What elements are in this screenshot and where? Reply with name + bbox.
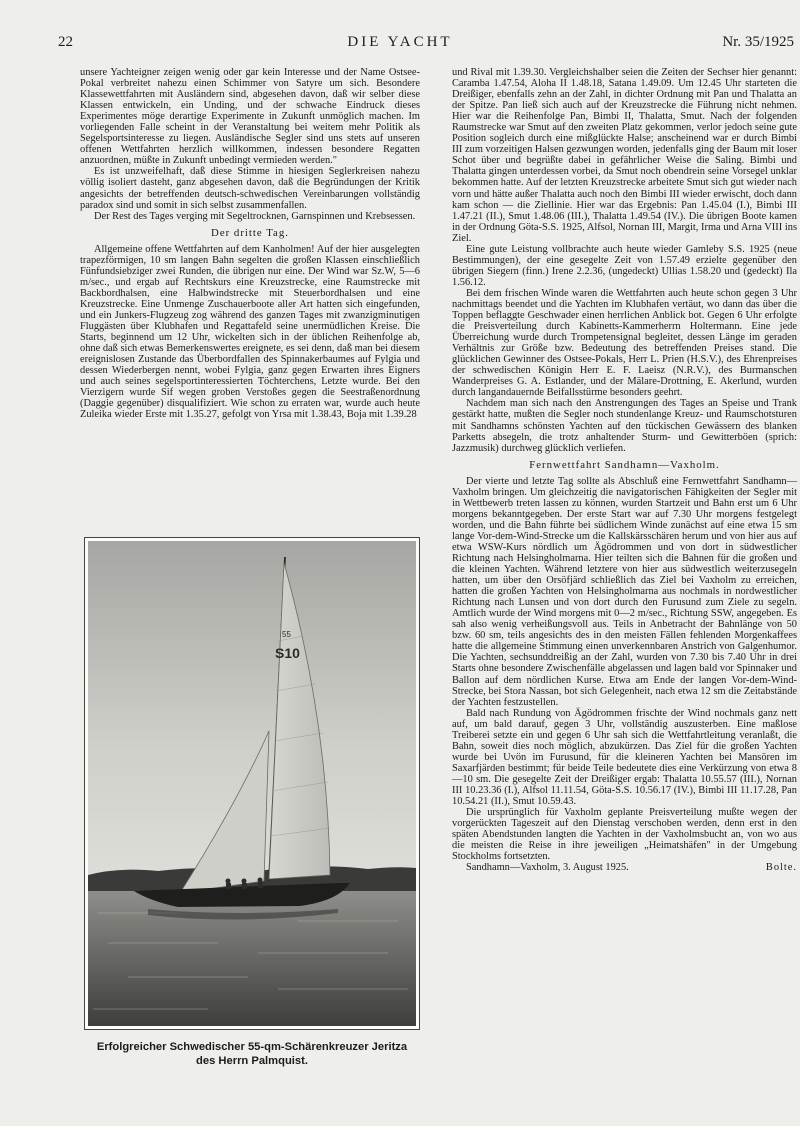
water (88, 891, 416, 1026)
issue-number: Nr. 35/1925 (722, 34, 794, 50)
photo-frame (84, 537, 420, 1030)
sailboat-photo (88, 541, 416, 1026)
paragraph: Bei dem frischen Winde waren die Wettfahrten auch heute schon gegen 3 Uhr nachmittags beendet und die Yachten im Klubhafen vertäut, wo dann das über die Toppen beflaggte Geschwader einen herrlichen Anblick bot. Gegen 6 Uhr erfolgte die Preisverteilung durch Kabinetts-Kammerherrn Holtermann. Eine jede Überreichung wurde durch Trompetensignal begleitet, dessen Länge im geraden Verhältnis zur Größe bzw. Bedeutung des betreffenden Preises stand. Die glücklichen Gewinner des Ostsee-Pokals, Herr L. Prien (H.S.V.), des Ehrenpreises der schwedischen Königin Herr E. F. Laeisz (N.R.V.), des Burmanschen Wanderpreises G. A. Estlander, und der Mälare-Drottning, E. Akerlund, wurden durch langandauernde Beifallsstürme besonders geehrt. (452, 287, 797, 399)
paragraph: Es ist unzweifelhaft, daß diese Stimme in hiesigen Seglerkreisen nahezu völlig isoliert dasteht, ganz abgesehen davon, daß die Begründungen der Kritik angesichts der betreffenden deutsch-schwedischen Vereinbarungen vollständig paradox sind und somit in sich selbst zusammenfallen. (80, 166, 420, 211)
sail-number: S10 (275, 645, 300, 661)
paragraph: Nachdem man sich nach den Anstrengungen des Tages an Speise und Trank gestärkt hatte, mußten die Segler noch stundenlange Kreuz- und Raumschotsturen mit Sandhamns schönsten Yachten auf den tückischen Gewässern des blanken Parketts absegeln, die trotz anhaltender Sturm- und Gewitterböen (sprich: Jazzmusik) durchweg glücklich verliefen. (452, 398, 797, 454)
caption-line: des Herrn Palmquist. (196, 1055, 308, 1067)
left-column (80, 67, 420, 420)
right-column (452, 67, 797, 873)
author-name: Bolte. (765, 862, 797, 874)
paragraph: Allgemeine offene Wettfahrten auf dem Kanholmen! Auf der hier ausgelegten trapezförmigen, 10 sm langen Bahn segelten die großen Klassen einschließlich Fünfundsiebziger zwei Runden, die übrigen nur eine. Der Wind war Sz.W, 5—6 m/sec., und ergab auf Rechtskurs eine Kreuzstrecke, eine Raumstrecke mit Backbordhalsen, eine Halbwindstrecke mit Steuerbordhalsen und eine Kreuzstrecke. Eine Unmenge Zuschauerboote aller Art hatten sich eingefunden, und ein Junkers-Flugzeug zog während des ganzen Tages mit zwanzigminutigen Fluggästen über Klubhafen und Regattafeld seine unermüdlichen Kreise. Die Starts, beginnend um 12 Uhr, wickelten sich in der üblichen Reihenfolge ab, ohne daß sich etwas Bemerkenswertes ereignete, es sei denn, daß man bei diesem ereignislosen Zustande das Überbordfallen des Spinnakerbaumes auf Fylgia und dessen Wiederbergen nennt, wobei Fylgia, ganz gegen Erwarten ihres Eigners und auch seines segelsportinteressierten Töchterchens, Letzte wurde. Bei den Vierzigern wurde Sif wegen groben Verstoßes gegen die Seestraßenordnung (Daggie gegenüber) disqualifiziert. Wie schon zu erraten war, wurde auch heute Zuleika wieder Erste mit 1.35.27, gefolgt von Yrsa mit 1.38.43, Boja mit 1.39.28 (80, 243, 420, 421)
magazine-title: DIE YACHT (347, 34, 453, 50)
paragraph: unsere Yachteigner zeigen wenig oder gar kein Interesse und der Name Ostsee-Pokal verbreitet nahezu einen Schimmer von Satyre um sich. Besondere Klassewettfahrten mit Ausländern sind, abgesehen davon, daß wir selber diese Klassen entwickeln, ein Unding, und der schwache Eindruck dieses Experimentes möge derartige Experimente in Zukunft unmöglich machen. Im vorliegenden Falle scheint in der Veranstaltung bei weitem mehr Politik als Segelsportsinteresse zu liegen. Ausländische Segler sind uns stets auf unseren offenen Wettfahrten herzlich willkommen, indessen besondere Regatten anzuordnen, müßte in Zukunft unbedingt vermieden werden." (80, 67, 420, 167)
page-header (0, 34, 800, 56)
paragraph: Der vierte und letzte Tag sollte als Abschluß eine Fernwettfahrt Sandhamn—Vaxholm bringen. Um gleichzeitig die navigatorischen Fähigkeiten der Segler mit in Wettbewerb treten lassen zu können, wurden Startzeit und Bahn erst um 6 Uhr morgens bekanntgegeben. Der erste Start war auf 7.30 Uhr morgens festgelegt worden, und die Bahn führte bei südlichem Winde zunächst auf eine etwa 15 sm lange Vor-dem-Wind-Strecke um die Kallskärsschären herum und von hier aus auf etwa WSW-Kurs nördlich um Ägödrommen und von dort in südwestlicher Richtung nach Helsingholmarna. Hier teilten sich die Bahnen für die großen und die kleinen Yachten. Während letztere von hier aus südwestlich weiterzusegeln hatten, um über den Orsöfjärd schließlich das Ziel bei Vaxholm zu erreichen, hatten die großen Yachten von Helsingholmarna aus nochmals in nordwestlicher Richtung nach Lunsen und von dort durch den Furusund zum Ziele zu segeln. Amtlich wurde der Wind morgens mit 0—2 m/sec., Richtung SSW, angegeben. Es sah also wenig verheißungsvoll aus. Teils in Anbetracht der Bahnlänge von 50 bzw. 60 sm, teils angesichts des in den meisten Fällen fehlenden Morgenkaffees hatte die allgemeine Stimmung einen unverkennbaren Anstrich von Galgenhumor. Die Yachten, sechsunddreißig an der Zahl, wurden von 7.30 bis 7.40 Uhr in drei Starts ohne besondere Zwischenfälle abgelassen und lagen bald vor Spinnaker und Ballon auf dem nördlichen Kurse. Etwa am Ende der langen Vor-dem-Wind-Strecke, bei Stora Nassan, bot sich Gelegenheit, nach etwa 12 sm die Zeitabstände der Yachten festzustellen. (452, 475, 797, 708)
place-date: Sandhamn—Vaxholm, 3. August 1925. (466, 862, 629, 874)
section-heading: Fernwettfahrt Sandhamn—Vaxholm. (529, 458, 720, 471)
signature-line (452, 862, 797, 873)
paragraph: Eine gute Leistung vollbrachte auch heute wieder Gamleby S.S. 1925 (neue Bestimmungen), der eine gesegelte Zeit von 1.57.49 erzielte gegenüber den übrigen Siegern (finn.) Irene 2.2.36, (ungedeckt) Ullias 1.58.20 und (gedeckt) Ila 1.56.12. (452, 243, 797, 288)
paragraph: Die ursprünglich für Vaxholm geplante Preisverteilung mußte wegen der vorgerückten Tageszeit auf den Dienstag verschoben werden, denn erst in den späten Abendstunden langten die Yachten in der Vaxholmsbucht an, von wo aus die meisten die Reise in ihre jeweiligen „Heimatshäfen" in der Umgebung Stockholms fortsetzten. (452, 807, 797, 863)
paragraph: Der Rest des Tages verging mit Segeltrocknen, Garnspinnen und Krebsessen. (94, 210, 416, 222)
sail-class-mark: 55 (282, 630, 291, 639)
photo-caption (84, 1040, 420, 1068)
paragraph: und Rival mit 1.39.30. Vergleichshalber seien die Zeiten der Sechser hier genannt: Caramba 1.47.54, Aloha II 1.48.18, Satana 1.49.09. Um 12.45 Uhr starteten die Dreißiger, ebenfalls zehn an der Zahl, in dichter Ordnung mit Pan und Thalatta an der Spitze. Pan ließ sich auch auf der Kreuzstrecke die Führung nicht nehmen. Hier war die Reihenfolge Pan, Bimbi II, Thalatta, Smut. Nach der folgenden Raumstrecke war Smut auf den zweiten Platz gekommen, verlor jedoch seine gute Position sogleich durch eine mißglückte Halse; anscheinend war er durch Bimbi III zum vorzeitigen Halsen gezwungen worden, jedenfalls ging der Baum mit loser Schot über und begrüßte dabei in gefährlicher Weise die Saling. Bimbi und Thalatta gingen unterdessen vorbei, da Smut noch obendrein seine Vorsegel unklar bekommen hatte. Auf der letzten Kreuzstrecke arbeitete Smut sich gut wieder nach vorn und hätte außer Thalatta auch noch den Bimbi III wieder erwischt, doch dann kam schon — die Ziellinie. Hier war das Ergebnis: Pan 1.45.04 (I.), Bimbi III 1.47.21 (II.), Smut 1.48.06 (III.), Thalatta 1.49.54 (IV.). Die übrigen Boote kamen in der Ordnung Göta-S.S. 1925, Alfsol, Nornan III, Margit, Irma und Arna VIII ins Ziel. (452, 67, 797, 244)
page-number: 22 (58, 34, 73, 50)
section-heading: Der dritte Tag. (211, 226, 289, 239)
caption-line: Erfolgreicher Schwedischer 55-qm-Schärenkreuzer Jeritza (96, 1041, 408, 1053)
paragraph: Bald nach Rundung von Ägödrommen frischte der Wind nochmals ganz nett auf, um bald darauf, gegen 3 Uhr, vollständig auszusterben. Eine maßlose Treiberei setzte ein und gegen 6 Uhr sah sich die Wettfahrtleitung veranlaßt, die Bahn, soweit dies noch möglich, abzukürzen. Das Ziel für die großen Yachten wurde bei Uvön im Furusund, für die kleineren Yachten bei Mansören im Saxarfjärden bestimmt; für beide Teile bedeutete dies eine Verkürzung von etwa 8—10 sm. Die gesegelte Zeit der Dreißiger ergab: Thalatta 10.55.57 (III.), Nornan III 10.23.36 (I.), Alfsol 11.11.54, Göta-S.S. 10.56.17 (IV.), Bimbi III 11.17.28, Pan 10.54.21 (II.), Smut 10.59.43. (452, 707, 797, 808)
